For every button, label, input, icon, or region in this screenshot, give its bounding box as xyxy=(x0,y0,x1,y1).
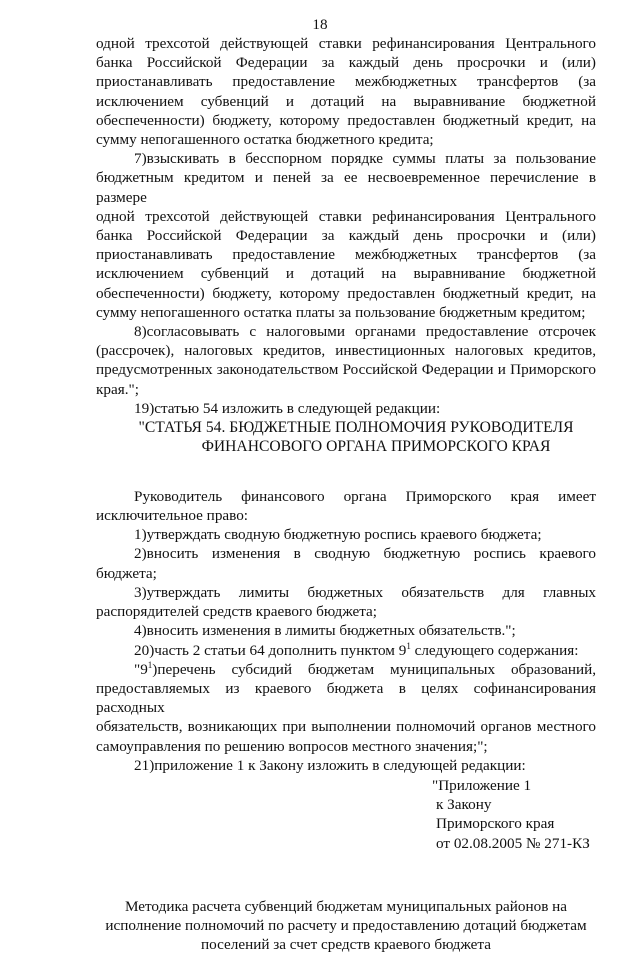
text-line: бюджетным кредитом и пеней за ее несвоевременное перечисление в размере xyxy=(96,169,596,206)
text-line: бюджета; xyxy=(96,564,157,582)
text-line xyxy=(96,660,596,679)
document-body xyxy=(96,34,596,954)
text-line: исключением субвенций и дотаций на выравнивание бюджетной xyxy=(96,265,596,283)
appendix-reference xyxy=(432,776,596,853)
title-line: исполнение полномочий по расчету и предоставлению дотаций бюджетам xyxy=(105,916,587,934)
right-2-paragraph xyxy=(96,544,596,582)
article-heading xyxy=(96,418,596,457)
text-line: приостанавливать предоставление межбюджетных трансфертов (за xyxy=(96,246,596,264)
right-3-paragraph xyxy=(96,583,596,621)
continuation-paragraph xyxy=(96,34,596,149)
item-20-text: 20)часть 2 статьи 64 дополнить пунктом 9 xyxy=(134,641,407,659)
text-line: сумму непогашенного остатка бюджетного кредита; xyxy=(96,131,434,149)
item-20-text-end: следующего содержания: xyxy=(410,641,579,659)
text-line: (рассрочек), налоговых кредитов, инвестиционных налоговых кредитов, xyxy=(96,342,596,360)
heading-line-2: ФИНАНСОВОГО ОРГАНА ПРИМОРСКОГО КРАЯ xyxy=(201,438,551,456)
item-9-1-prefix: "9 xyxy=(134,660,148,678)
item-7-paragraph xyxy=(96,149,596,322)
text-line: обязательств, возникающих при выполнении полномочий органов местного xyxy=(96,718,596,736)
text-line: 7)взыскивать в бесспорном порядке суммы платы за пользование xyxy=(134,150,596,168)
superscript: 1 xyxy=(147,659,153,670)
item-20-line xyxy=(96,641,596,660)
text-line: исключением субвенций и дотаций на выравнивание бюджетной xyxy=(96,92,596,110)
spacer xyxy=(96,457,596,487)
appendix-line: к Закону xyxy=(436,796,492,814)
text-line: края."; xyxy=(96,380,139,398)
text-line: сумму непогашенного остатка платы за пользование бюджетным кредитом; xyxy=(96,303,586,321)
text-line: 2)вносить изменения в сводную бюджетную роспись краевого xyxy=(134,545,596,563)
superscript: 1 xyxy=(406,640,411,651)
item-9-1-paragraph xyxy=(96,660,596,756)
appendix-line: "Приложение 1 xyxy=(432,776,532,794)
page-number: 18 xyxy=(312,16,328,33)
text-line: одной трехсотой действующей ставки рефинансирования Центрального xyxy=(96,207,596,225)
methodology-title xyxy=(86,897,606,954)
text-line: обеспеченности) бюджету, которому предоставлен бюджетный кредит, на xyxy=(96,111,596,129)
text-line: исключительное право: xyxy=(96,507,249,525)
text-line: одной трехсотой действующей ставки рефинансирования Центрального xyxy=(96,35,596,52)
appendix-line: от 02.08.2005 № 271-КЗ xyxy=(436,834,590,852)
right-4-line: 4)вносить изменения в лимиты бюджетных обязательств."; xyxy=(134,622,516,640)
text-line: распорядителей средств краевого бюджета; xyxy=(96,603,378,621)
title-line: Методика расчета субвенций бюджетам муниципальных районов на xyxy=(124,897,568,915)
text-line: предусмотренных законодательством Российской Федерации и Приморского xyxy=(96,361,596,379)
text-line: приостанавливать предоставление межбюджетных трансфертов (за xyxy=(96,73,596,91)
item-19-line: 19)статью 54 изложить в следующей редакции: xyxy=(134,399,441,417)
text-line: Руководитель финансового органа Приморского края имеет xyxy=(134,487,596,505)
item-9-1-text: )перечень субсидий бюджетам муниципальных образований, xyxy=(152,660,596,678)
text-line: 3)утверждать лимиты бюджетных обязательств для главных xyxy=(134,583,596,601)
right-1-line: 1)утверждать сводную бюджетную роспись краевого бюджета; xyxy=(134,526,542,544)
text-line: банка Российской Федерации за каждый день просрочки и (или) xyxy=(96,54,596,72)
item-8-paragraph xyxy=(96,322,596,399)
text-line: предоставляемых из краевого бюджета в целях софинансирования расходных xyxy=(96,679,596,717)
heading-line-1: "СТАТЬЯ 54. БЮДЖЕТНЫЕ ПОЛНОМОЧИЯ РУКОВОДИТЕЛЯ xyxy=(138,419,574,437)
appendix-line: Приморского края xyxy=(436,815,555,833)
title-line: поселений за счет средств краевого бюджета xyxy=(201,936,491,954)
text-line: самоуправления по решению вопросов местного значения;"; xyxy=(96,737,488,755)
item-21-line: 21)приложение 1 к Закону изложить в следующей редакции: xyxy=(134,756,526,774)
text-line: 8)согласовывать с налоговыми органами предоставление отсрочек xyxy=(134,323,596,341)
intro-paragraph xyxy=(96,487,596,525)
text-line: банка Российской Федерации за каждый день просрочки и (или) xyxy=(96,227,596,245)
text-line: обеспеченности) бюджету, которому предоставлен бюджетный кредит, на xyxy=(96,284,596,302)
